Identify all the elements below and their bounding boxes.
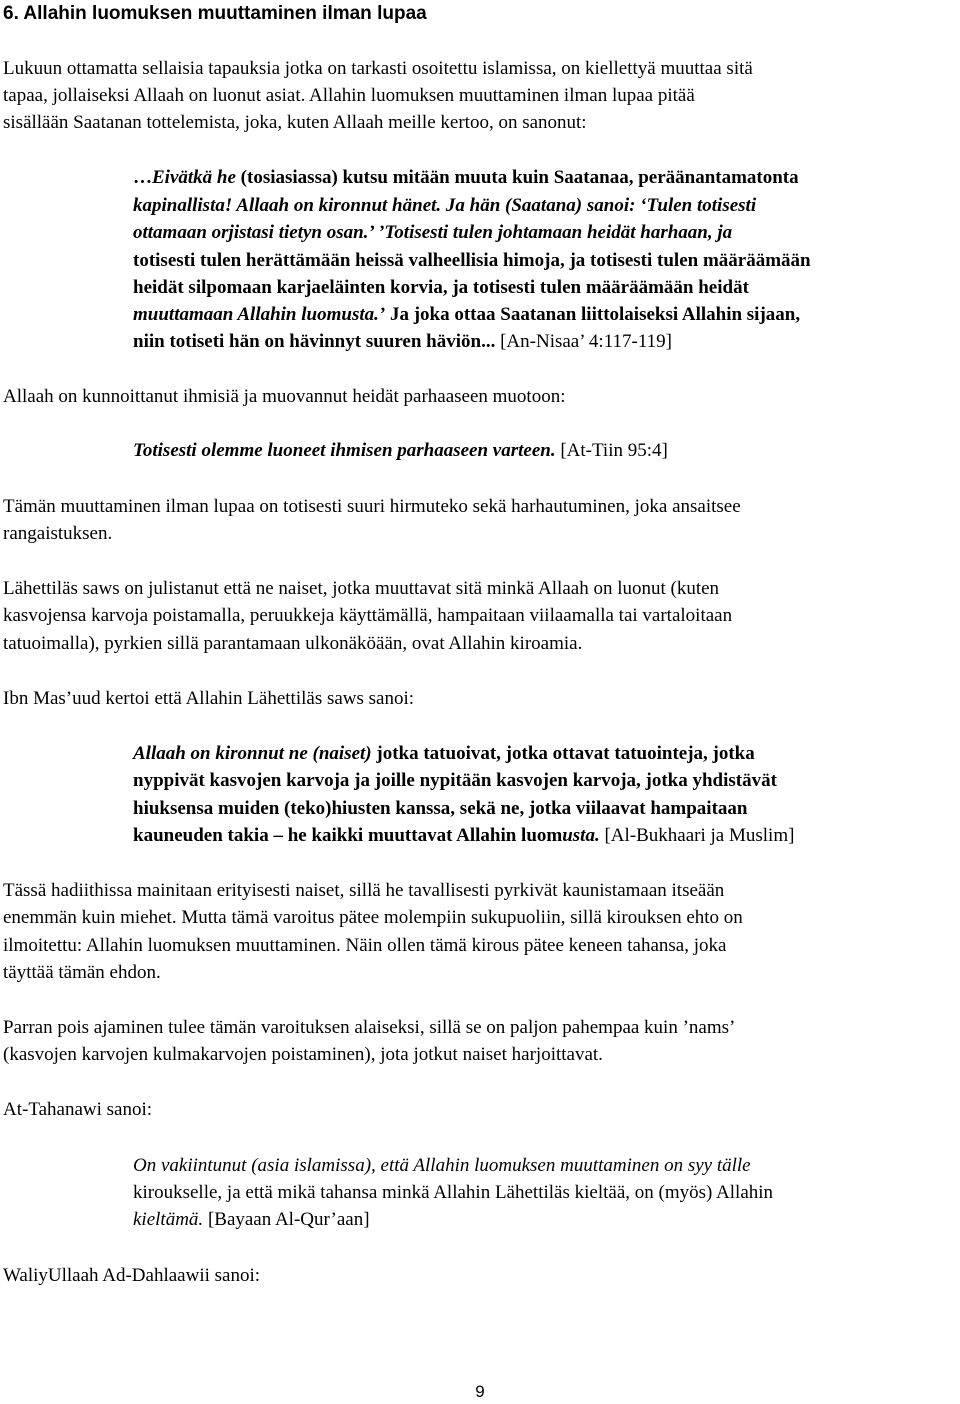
quran-quote-line [133, 276, 749, 300]
quote-bold-text: jotka tatuoivat, jotka ottavat tatuointeja, jotka [371, 743, 755, 764]
quote-reference: [An-Nisaa’ 4:117-119] [495, 331, 672, 352]
paragraph-line: kasvojensa karvoja poistamalla, peruukkeja käyttämällä, hampaitaan viilaamalla tai vartaloitaan [3, 605, 733, 626]
quote-bold-text: nyppivät kasvojen karvoja ja joille nypitään kasvojen karvoja, jotka yhdistävät [133, 770, 777, 791]
quote-italic-text: usta. [562, 825, 600, 846]
quote-reference: [Al-Bukhaari ja Muslim] [599, 825, 795, 846]
quran-quote-line [133, 221, 732, 245]
paragraph-line: tatuoimalla), pyrkien sillä parantamaan ulkonäköään, ovat Allahin kiroamia. [3, 633, 583, 654]
paragraph-line: Parran pois ajaminen tulee tämän varoituksen alaiseksi, sillä se on paljon pahempaa kuin ’nams’ [3, 1017, 736, 1038]
paragraph-line: ilmoitettu: Allahin luomuksen muuttaminen. Näin ollen tämä kirous pätee keneen tahansa, joka [3, 935, 727, 956]
quote-bold-text: (tosiasiassa) kutsu mitään muuta kuin Saatanaa, peräänantamatonta [235, 167, 799, 188]
quran-quote-line [133, 166, 799, 190]
scholar-quote-line: kiroukselle, ja että mikä tahansa minkä Allahin Lähettiläs kieltää, on (myös) Allahin [133, 1182, 774, 1203]
paragraph-line: Lähettiläs saws on julistanut että ne naiset, jotka muuttavat sitä minkä Allaah on luonut (kuten [3, 578, 720, 599]
hadith-quote-line [133, 797, 747, 821]
quote-italic-text: ottamaan orjistasi tietyn osan.’ ’Totisesti tulen johtamaan heidät harhaan, ja [133, 222, 733, 243]
section-heading: 6. Allahin luomuksen muuttaminen ilman lupaa [3, 3, 427, 24]
quran-quote-line [133, 194, 756, 218]
quote-bold-text: kauneuden takia – he kaikki muuttavat Allahin luom [133, 825, 563, 846]
scholar-quote-line [133, 1208, 370, 1232]
hadith-quote-line [133, 824, 794, 848]
quote-italic-text: muuttamaan Allahin luomusta.’ [133, 304, 386, 325]
paragraph-line: tapaa, jollaiseksi Allaah on luonut asiat. Allahin luomuksen muuttaminen ilman lupaa pitää [3, 85, 695, 106]
quote-italic-text: kieltämä. [133, 1209, 204, 1230]
paragraph-line: Allaah on kunnoittanut ihmisiä ja muovannut heidät parhaaseen muotoon: [3, 386, 566, 407]
quote-reference: [At-Tiin 95:4] [555, 440, 668, 461]
paragraph-line: täyttää tämän ehdon. [3, 962, 161, 983]
hadith-quote-line [133, 769, 777, 793]
quote-reference: [Bayaan Al-Qur’aan] [203, 1209, 370, 1230]
quran-quote-line [133, 330, 672, 354]
paragraph-line: Lukuun ottamatta sellaisia tapauksia jotka on tarkasti osoitettu islamissa, on kiellettyä muuttaa sitä [3, 58, 753, 79]
quote-bold-text: hiuksensa muiden (teko)hiusten kanssa, sekä ne, jotka viilaavat hampaitaan [133, 798, 748, 819]
paragraph-line: rangaistuksen. [3, 523, 113, 544]
paragraph-line: WaliyUllaah Ad-Dahlaawii sanoi: [3, 1265, 261, 1286]
quote-bold-text: Ja joka ottaa Saatanan liittolaiseksi Allahin sijaan, [385, 304, 801, 325]
paragraph-line: sisällään Saatanan tottelemista, joka, kuten Allaah meille kertoo, on sanonut: [3, 112, 587, 133]
scholar-quote-line [133, 1154, 751, 1178]
quote-bold-text: niin totiseti hän on hävinnyt suuren häviön... [133, 331, 496, 352]
hadith-quote-line [133, 742, 755, 766]
quran-quote-line [133, 439, 668, 463]
paragraph-line: At-Tahanawi sanoi: [3, 1099, 153, 1120]
quote-ellipsis: … [133, 167, 152, 188]
quote-bold-text: totisesti tulen herättämään heissä valheellisia himoja, ja totisesti tulen määräämään [133, 250, 811, 271]
paragraph-line: (kasvojen karvojen kulmakarvojen poistaminen), jota jotkut naiset harjoittavat. [3, 1044, 603, 1065]
paragraph-line: Tässä hadiithissa mainitaan erityisesti naiset, sillä he tavallisesti pyrkivät kaunistamaan itseään [3, 880, 725, 901]
quran-quote-line [133, 249, 811, 273]
quote-italic-text: kapinallista! Allaah on kironnut hänet. Ja hän (Saatana) sanoi: ‘Tulen totisesti [133, 195, 757, 216]
quote-italic-text: On vakiintunut (asia islamissa), että Allahin luomuksen muuttaminen on syy tälle [133, 1155, 751, 1176]
page-number: 9 [475, 1382, 485, 1401]
quote-italic-text: Allaah on kironnut ne (naiset) [133, 743, 372, 764]
paragraph-line: Ibn Mas’uud kertoi että Allahin Lähettiläs saws sanoi: [3, 688, 415, 709]
quote-bold-text: heidät silpomaan karjaeläinten korvia, ja totisesti tulen määräämään heidät [133, 277, 749, 298]
paragraph-line: enemmän kuin miehet. Mutta tämä varoitus pätee molempiin sukupuoliin, sillä kirouksen ehto on [3, 907, 743, 928]
quran-quote-line [133, 303, 800, 327]
paragraph-line: Tämän muuttaminen ilman lupaa on totisesti suuri hirmuteko sekä harhautuminen, joka ansaitsee [3, 496, 741, 517]
quote-italic-text: Eivätkä he [152, 167, 236, 188]
quote-italic-text: Totisesti olemme luoneet ihmisen parhaaseen varteen. [133, 440, 556, 461]
